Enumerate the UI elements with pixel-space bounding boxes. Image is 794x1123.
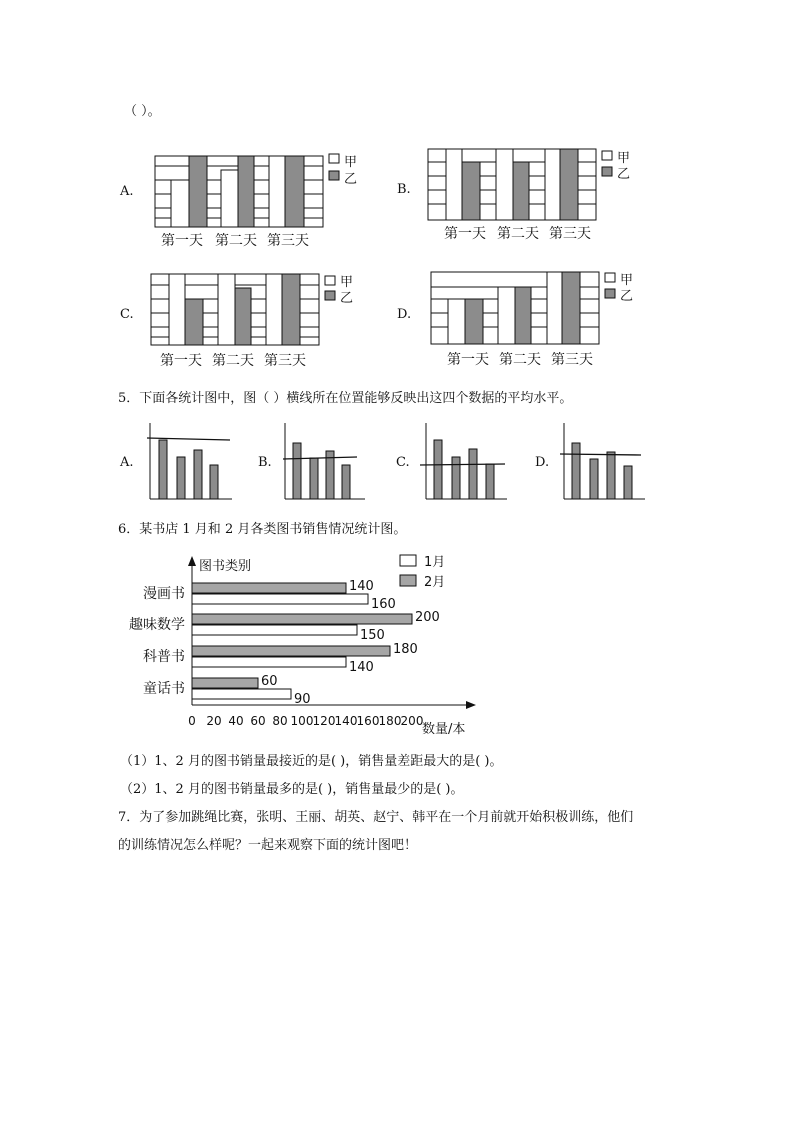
q4a-day3-label: 第三天 xyxy=(267,233,309,249)
q6-bar-value-label: 60 xyxy=(261,674,278,689)
q6-category-label: 科普书 xyxy=(143,649,185,665)
q4-option-a-label[interactable]: A. xyxy=(120,184,134,199)
q6-x-tick-label: 60 xyxy=(250,714,266,728)
q7-text-line-1: 7．为了参加跳绳比赛，张明、王丽、胡英、赵宁、韩平在一个月前就开始积极训练，他们 xyxy=(118,810,634,825)
q6-category-label: 趣味数学 xyxy=(129,617,185,633)
q6-legend-swatch xyxy=(400,575,416,586)
q4b-day2-label: 第二天 xyxy=(497,226,539,242)
q6-bar-value-label: 140 xyxy=(349,579,374,594)
q6-x-tick-label: 100 xyxy=(290,714,314,728)
q6-x-axis-label: 数量/本 xyxy=(422,722,466,737)
q6-y-axis-arrow xyxy=(188,556,196,566)
q4a-legend-yi: 乙 xyxy=(344,172,358,187)
q6-bar xyxy=(192,583,346,593)
q5-text: 5．下面各统计图中，图（ ）横线所在位置能够反映出这四个数据的平均水平。 xyxy=(118,391,573,406)
q6-x-tick-label: 200 xyxy=(400,714,424,728)
q6-bar-value-label: 150 xyxy=(360,628,385,643)
q6-bar xyxy=(192,614,412,624)
q4b-day3-label: 第三天 xyxy=(549,226,591,242)
q6-bar-value-label: 90 xyxy=(294,692,311,707)
q6-legend-label: 2月 xyxy=(424,575,446,590)
q6-sub-question-2: （2）1、2 月的图书销量最多的是( )，销售量最少的是( )。 xyxy=(120,782,464,797)
q4c-day1-label: 第一天 xyxy=(160,353,202,369)
q4-stem-tail: （ ）。 xyxy=(124,104,161,119)
q7-text-line-2: 的训练情况怎么样呢？一起来观察下面的统计图吧！ xyxy=(118,838,418,853)
q6-bar-value-label: 140 xyxy=(349,660,374,675)
q4d-day3-label: 第三天 xyxy=(551,352,593,368)
q6-legend xyxy=(400,555,445,590)
q6-x-tick-label: 0 xyxy=(188,714,196,728)
q6-category-labels xyxy=(129,585,185,697)
q6-bars xyxy=(192,579,440,707)
q6-x-ticks xyxy=(188,714,423,728)
q4-option-d-label[interactable]: D. xyxy=(397,307,412,322)
q5-option-b-label[interactable]: B. xyxy=(258,455,272,470)
q4b-day1-label: 第一天 xyxy=(444,226,486,242)
q6-x-tick-label: 140 xyxy=(334,714,358,728)
q6-x-tick-label: 160 xyxy=(356,714,380,728)
q5-option-c-label[interactable]: C. xyxy=(396,455,410,470)
q4-option-c-label[interactable]: C. xyxy=(120,307,134,322)
q6-bar xyxy=(192,594,368,604)
q6-y-axis-label: 图书类别 xyxy=(199,559,252,574)
q6-bar xyxy=(192,657,346,667)
q4a-day2-label: 第二天 xyxy=(215,233,257,249)
q5-option-a-label[interactable]: A. xyxy=(120,455,134,470)
q4d-day1-label: 第一天 xyxy=(447,352,489,368)
q4c-day2-label: 第二天 xyxy=(212,353,254,369)
q4-option-b-label[interactable]: B. xyxy=(397,182,411,197)
q6-category-label: 漫画书 xyxy=(143,586,185,602)
q4c-legend-yi: 乙 xyxy=(340,291,354,306)
q6-x-tick-label: 120 xyxy=(312,714,336,728)
q6-x-tick-label: 80 xyxy=(272,714,288,728)
q6-x-tick-label: 20 xyxy=(206,714,222,728)
q6-bar xyxy=(192,678,258,688)
q6-category-label: 童话书 xyxy=(143,681,185,697)
q4d-legend-jia: 甲 xyxy=(620,273,634,288)
q6-x-axis-arrow xyxy=(466,701,476,709)
q6-text: 6．某书店 1 月和 2 月各类图书销售情况统计图。 xyxy=(118,522,407,537)
q6-bar xyxy=(192,646,390,656)
q6-x-tick-label: 180 xyxy=(378,714,402,728)
q6-bar xyxy=(192,689,291,699)
q5-option-d-label[interactable]: D. xyxy=(535,455,550,470)
q6-x-tick-label: 40 xyxy=(228,714,244,728)
q4b-legend-yi: 乙 xyxy=(617,167,631,182)
q4a-day1-label: 第一天 xyxy=(161,233,203,249)
q6-bar-value-label: 200 xyxy=(415,610,440,625)
q4a-legend-jia: 甲 xyxy=(344,155,358,170)
q4c-day3-label: 第三天 xyxy=(264,353,306,369)
q6-bar-value-label: 160 xyxy=(371,597,396,612)
q6-legend-label: 1月 xyxy=(424,555,446,570)
q4c-legend-jia: 甲 xyxy=(340,275,354,290)
q6-bar xyxy=(192,625,357,635)
q4d-day2-label: 第二天 xyxy=(499,352,541,368)
q4d-legend-yi: 乙 xyxy=(620,289,634,304)
q4b-legend-jia: 甲 xyxy=(617,151,631,166)
q6-sub-question-1: （1）1、2 月的图书销量最接近的是( )，销售量差距最大的是( )。 xyxy=(120,754,503,769)
q6-bar-value-label: 180 xyxy=(393,642,418,657)
q6-legend-swatch xyxy=(400,555,416,566)
